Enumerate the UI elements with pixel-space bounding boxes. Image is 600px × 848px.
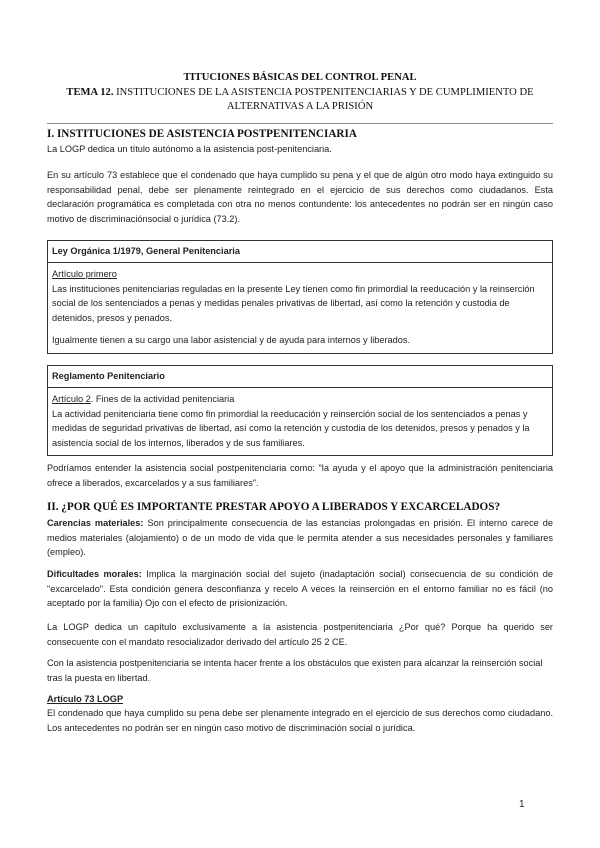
page-number: 1 <box>519 799 525 810</box>
art73-text: El condenado que haya cumplido su pena debe ser plenamente integrado en el ejercicio de sus derechos como ciudadano. Los antecedentes no podrán ser en ningún caso motivo de discriminación social o jurídica. <box>47 708 553 733</box>
article-title: Artículo 2 <box>52 394 91 404</box>
section1-paragraph: En su artículo 73 establece que el condenado que haya cumplido su pena y el que de algún otro modo haya extinguido su responsabilidad penal, debe ser plenamente reintegrado en el ejercicio de sus derechos como ciudadanos. Esta declaración programática es completada con otra no menos contundente: los antecedentes no podrán ser en ningún caso motivo de discriminaciónsocial o jurídica (73.2). <box>47 170 553 224</box>
section1-heading: I. INSTITUCIONES DE ASISTENCIA POSTPENITENCIARIA <box>47 128 357 140</box>
document-header <box>47 71 553 115</box>
course-title: TITUCIONES BÁSICAS DEL CONTROL PENAL <box>183 72 417 83</box>
carencias-paragraph <box>47 516 553 560</box>
law-box-title: Ley Orgánica 1/1979, General Penitenciaria <box>48 241 552 263</box>
tema-title-line <box>47 86 553 115</box>
article-text-2: Igualmente tienen a su cargo una labor asistencial y de ayuda para internos y liberados. <box>52 335 411 346</box>
dificultades-label: Dificultades morales: <box>47 569 142 579</box>
law-box-reglamento <box>47 365 553 456</box>
section2-heading: II. ¿POR QUÉ ES IMPORTANTE PRESTAR APOYO A LIBERADOS Y EXCARCELADOS? <box>47 501 501 513</box>
postpenitenciaria-paragraph: Con la asistencia postpenitenciaria se intenta hacer frente a los obstáculos que existen para alcanzar la reinserción social tras la puesta en libertad. <box>47 658 543 683</box>
art73-heading-text: Artículo 73 LOGP <box>47 694 124 704</box>
law-box-logp <box>47 240 553 354</box>
article-text: Las instituciones penitenciarias reguladas en la presente Ley tienen como fin primordial la reeducación y la reinserción social de los sentenciados a penas y medidas penales privativas de libertad, así como la retención y custodia de detenidos, presos y penados. <box>52 283 535 323</box>
dificultades-paragraph <box>47 567 553 611</box>
tema-title: INSTITUCIONES DE LA ASISTENCIA POSTPENITENCIARIAS Y DE CUMPLIMIENTO DE ALTERNATIVAS A LA PRISIÓN <box>116 86 534 112</box>
article-title: Artículo primero <box>52 269 117 279</box>
carencias-text: Son principalmente consecuencia de las estancias prolongadas en prisión. El interno carece de medios materiales (alojamiento) o de un modo de vida que le permita atender a sus necesidades personales y familiares (empleo). <box>47 518 553 558</box>
section1-intro: La LOGP dedica un título autónomo a la asistencia post-penitenciaria. <box>47 144 332 154</box>
tema-label: TEMA 12. <box>66 86 114 98</box>
definition-paragraph: Podríamos entender la asistencia social postpenitenciaria como: "la ayuda y el apoyo que la administración penitenciaria ofrece a liberados, excarcelados y a sus familiares". <box>47 463 553 488</box>
header-divider <box>47 123 553 124</box>
law-box-title: Reglamento Penitenciario <box>48 366 552 388</box>
art73-heading <box>47 692 553 707</box>
logp-paragraph: La LOGP dedica un capítulo exclusivamente a la asistencia postpenitenciaria ¿Por qué? Porque ha querido ser consecuente con el mandato resocializador derivado del artículo 25 2 CE. <box>47 622 553 647</box>
dificultades-text: Implica la marginación social del sujeto (inadaptación social) consecuencia de su condición de "excarcelado". Esta condición genera desconfianza y recelo A veces la reinserción en el entorno familiar no es fácil (no aceptado por la familia) Ojo con el efecto de prisionización. <box>47 569 553 609</box>
article-subtitle: . Fines de la actividad penitenciaria <box>90 394 235 404</box>
article-text: La actividad penitenciaria tiene como fin primordial la reeducación y reinserción social de los sentenciados a penas y medidas de seguridad privativas de libertad, así como la retención y custodia de los detenidos, presos y penados y la asistencia social de los internos, liberados y de sus familiares. <box>52 408 530 448</box>
carencias-label: Carencias materiales: <box>47 518 144 528</box>
